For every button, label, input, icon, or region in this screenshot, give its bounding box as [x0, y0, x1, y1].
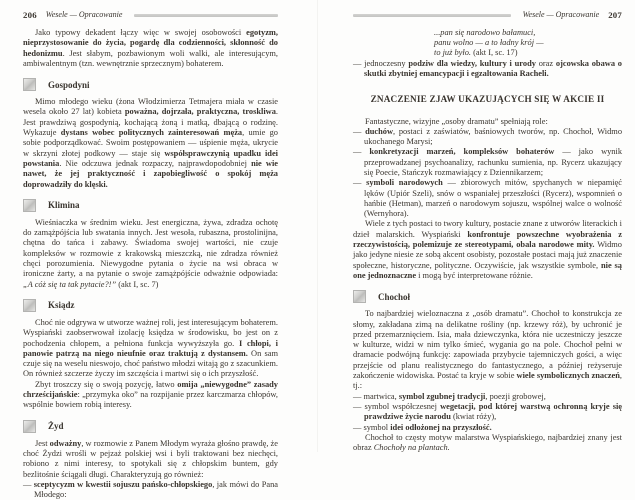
list-item	[353, 127, 622, 148]
text-segment: —	[23, 479, 34, 489]
list-item	[353, 59, 622, 80]
text-segment: . Nie odczuwa jednak rozpaczy, najprawdopodobniej	[59, 158, 252, 168]
text-segment: Jako typowy dekadent łączy więc w swojej osobowości	[35, 28, 247, 37]
text-segment: —	[353, 178, 367, 188]
text-segment: Widmo jako jedyne niesie ze sobą akcent osobisty, pozostałe postaci mają już znaczenie społeczne, historyczne, polityczne. Oczywiście, jak wszystkie symbole,	[353, 240, 622, 270]
text-segment: Chochoł to częsty motyw malarstwa Wyspiańskiego, najbardziej znany jest obraz	[353, 432, 622, 453]
ornament-icon	[23, 78, 36, 91]
ornament-icon	[23, 420, 36, 433]
ornament-icon	[353, 290, 366, 303]
text-segment: omija „niewygodne” zasady chrześcijańskie	[23, 379, 278, 400]
section-heading	[353, 290, 622, 303]
section-heading-label: Ksiądz	[48, 300, 75, 311]
text-segment: . Jest słabym, pozbawionym woli walki, ale interesującym, ambiwalentnym (tzn. wewnętrznie sprzecznym) bohaterem.	[23, 48, 278, 68]
paragraph	[23, 439, 278, 480]
paragraph	[353, 309, 622, 391]
paragraph	[23, 97, 278, 190]
ornament-icon	[23, 199, 36, 212]
verse-line	[434, 38, 622, 48]
text-segment: Choć nie odgrywa w utworze ważnej roli, jest interesującym bohaterem. Wyspiański zaobserwował izolację księdza w środowisku, bo jest on z pochodzenia chłopem, a pełniona funkcja wywyższyła go.	[23, 317, 278, 348]
verse-quote	[434, 28, 622, 59]
section-heading-label: Gospodyni	[48, 79, 90, 90]
text-segment: duchów	[365, 126, 394, 136]
text-segment: , poezji grobowej,	[485, 391, 546, 401]
text-segment: ojcowska obawa o skutki zbytniej emancypacji i egzaltowania Racheli.	[364, 58, 622, 78]
text-segment: sceptycyzm w kwestii sojuszu pańsko-chłopskiego	[33, 479, 213, 489]
verse-line	[434, 48, 622, 58]
text-segment: Wieśniaczka w średnim wieku. Jest energiczna, żywa, zdradza ochotę do zamążpójścia lub swatania innych. Jest wesoła, rubaszna, prostolinijna, chętna do tańca i zabawy. Świadoma swojej wartości, nie czuje kompleksów w rozmowie z krakowską mieszczką, nie zdradza również chęci porozumienia. Niewygodne pytania o życie na wsi obraca w ironiczne żarty, a na pytanie o swoje zamążpójście odważnie odpowiada:	[23, 217, 278, 279]
text-segment: dystans wobec politycznych zainteresowań męża	[60, 128, 243, 138]
text-segment: „A cóż się ta tak pytacie?!”	[23, 279, 117, 289]
text-segment: poważna, dojrzała, praktyczna, troskliwa	[124, 107, 276, 117]
text-segment: — martwica,	[353, 391, 399, 401]
text-segment: konfrontuje powszechne wyobrażenia z rzeczywistością, polemizuje ze stereotypami, obala narodowe mity.	[353, 229, 622, 250]
paragraph	[23, 218, 278, 290]
text-segment: — symbol	[353, 422, 391, 432]
text-segment: konkretyzacji marzeń, kompleksów bohaterów	[369, 147, 555, 157]
page-left-content	[23, 28, 278, 500]
text-segment: (akt I, sc. 17)	[471, 48, 518, 58]
section-heading-label: Żyd	[48, 420, 64, 431]
page-number: 206	[23, 10, 37, 21]
text-segment: podziw dla wiedzy, kultury i urody	[408, 58, 536, 68]
text-segment: oraz	[535, 58, 556, 68]
text-segment: , w rozmowie z Panem Młodym wyraża głośno prawdę, że choć Żydzi wrośli w pejzaż polskiej wsi i byli traktowani bez niechęci, robiono z nimi interesy, to spotykali się z chłopskim buntem, gdy bezlitośnie ściągali długi. Charakteryzują go również:	[23, 438, 278, 479]
text-segment: (kwiat róży),	[450, 412, 497, 422]
paragraph	[23, 28, 278, 69]
text-segment: Jest	[35, 438, 50, 448]
section-heading-label: Chochoł	[378, 291, 411, 302]
page-right-text-block	[353, 10, 622, 453]
section-heading	[23, 299, 278, 312]
text-segment: Chochoły na plantach.	[373, 443, 450, 453]
text-segment: , jak mówi do Pana Młodego:	[34, 479, 278, 500]
section-heading	[23, 420, 278, 433]
header-rule	[353, 14, 511, 17]
text-segment: (akt I, sc. 7)	[116, 279, 159, 289]
text-segment: symbol zgubnej tradycji	[398, 391, 486, 401]
text-segment: —	[353, 147, 370, 157]
list-item	[353, 402, 622, 423]
paragraph	[353, 117, 622, 127]
text-segment: Mimo młodego wieku (żona Włodzimierza Tetmajera miała w czasie wesela około 27 lat) kobieta	[23, 97, 278, 117]
section-heading	[23, 78, 278, 91]
page-number: 207	[608, 10, 622, 21]
paragraph	[23, 380, 278, 411]
section-heading	[23, 199, 278, 212]
text-segment: . Jest prawdziwą gospodynią, kochającą żoną i matką, dbającą o rodzinę. Wykazuje	[23, 107, 278, 138]
page-right-content	[353, 28, 622, 453]
paragraph	[353, 433, 622, 454]
text-segment: Fantastyczne, wizyjne „osoby dramatu” spełniają role:	[365, 116, 548, 126]
text-segment: symboli narodowych	[366, 178, 443, 188]
text-segment: i mogą być interpretowane różnie.	[416, 270, 533, 280]
text-segment: Wiele z tych postaci to twory kultury, postacie znane z utworów literackich i dzieł malarskich. Wyspiański	[353, 219, 622, 239]
text-segment: ...pan się narodowo bałamuci,	[434, 28, 536, 37]
paragraph	[353, 219, 622, 281]
text-segment: Zbyt troszczy się o swoją pozycję, łatwo	[35, 379, 178, 389]
text-segment: to już było.	[434, 48, 471, 58]
text-segment: — symbol współczesnej	[353, 401, 441, 411]
verse-line	[434, 28, 622, 38]
list-item	[23, 480, 278, 500]
list-item	[353, 392, 622, 402]
running-head-left	[23, 10, 278, 21]
text-segment: — jako wynik przeprowadzanej psychoanalizy, rachunku sumienia, np. Rycerz ukazujący się Poecie, Stańczyk rozmawiający z Dziennikarzem;	[364, 147, 623, 177]
text-segment: , tj.:	[353, 371, 622, 391]
text-segment: idei odłożonej na przyszłość.	[390, 422, 492, 432]
text-segment: nie wie nawet, że jej praktyczność i zapobiegliwość o spokój męża doprowadziły do klęski.	[23, 158, 278, 189]
text-segment: : „przymyka oko” na rozpijanie przez karczmarza chłopów, wspólnie bowiem robią interesy.	[23, 390, 278, 410]
list-item	[353, 147, 622, 178]
text-segment: wegetacji, pod której warstwą ochronną kryje się prawdziwe życie narodu	[364, 401, 622, 422]
list-item	[353, 423, 622, 433]
chapter-heading: ZNACZENIE ZJAW UKAZUJĄCYCH SIĘ W AKCIE II	[370, 94, 605, 105]
running-title: Wesele — Opracowanie	[522, 10, 600, 20]
text-segment: I chłopi, i panowie patrzą na niego nieufnie oraz traktują z dystansem.	[23, 338, 278, 358]
text-segment: panu wolno — a to ładny krój —	[434, 38, 544, 48]
text-segment: współsprawczynią upadku idei powstania	[23, 148, 278, 168]
text-segment: nie są one jednoznaczne	[353, 260, 622, 280]
text-segment: , postaci z zaświatów, baśniowych tworów, np. Chochoł, Widmo ukochanego Marysi;	[364, 126, 623, 147]
text-segment: — zbiorowych mitów, spychanych w niepamięć lęków (Upiór Szeli), snów o wspaniałej przeszłości (Rycerz), wspomnień o hańbie (Hetman), marzeń o narodowym sojuszu, wspólnej walce o wolność (Wernyhora).	[364, 178, 622, 219]
text-segment: On sam czuje się na weselu nieswojo, choć państwo młodzi witają go z szacunkiem. On również szczerze życzy im szczęścia i martwi się o ich przyszłość.	[23, 348, 278, 379]
text-segment: — jednoczesny	[353, 58, 409, 68]
section-heading-label: Klimina	[48, 200, 80, 211]
text-segment: egotyzm, nieprzystosowanie do życia, pogardę dla codzienności, skłonność do hedonizmu	[23, 28, 278, 58]
text-segment: wiele symbolicznych znaczeń	[516, 371, 620, 381]
running-head-right	[353, 10, 622, 21]
page-left-text-block	[23, 10, 278, 500]
page-right	[318, 0, 635, 452]
running-title: Wesele — Opracowanie	[45, 10, 123, 20]
text-segment: , umie go sobie podporządkować. Swoim postępowaniem — uśpienie męża, ukrycie w skrzyni złotej podkowy — staje się	[23, 128, 278, 158]
list-item	[353, 178, 622, 219]
text-segment: To najbardziej wieloznaczna z „osób dramatu”. Chochoł to konstrukcja ze słomy, zakładana zimą na delikatne rośliny (np. krzewy róż), by uchronić je przed przemarznięciem. Isia, mała dziewczynka, która nie uczestniczy jeszcze w kulturze, widzi w nim tylko śmieć, wygania go na pole. Chochoł pełni w dramacie podwójną funkcję: zapowiada przybycie tajemniczych gości, a więc przejście od planu realistycznego do fantastycznego, a później reżyseruje zakończenie widowiska. Postać ta kryje w sobie	[353, 309, 622, 381]
text-segment: —	[353, 126, 366, 136]
header-rule	[134, 14, 278, 17]
text-segment: odważny	[49, 438, 82, 448]
ornament-icon	[23, 299, 36, 312]
paragraph	[23, 318, 278, 380]
